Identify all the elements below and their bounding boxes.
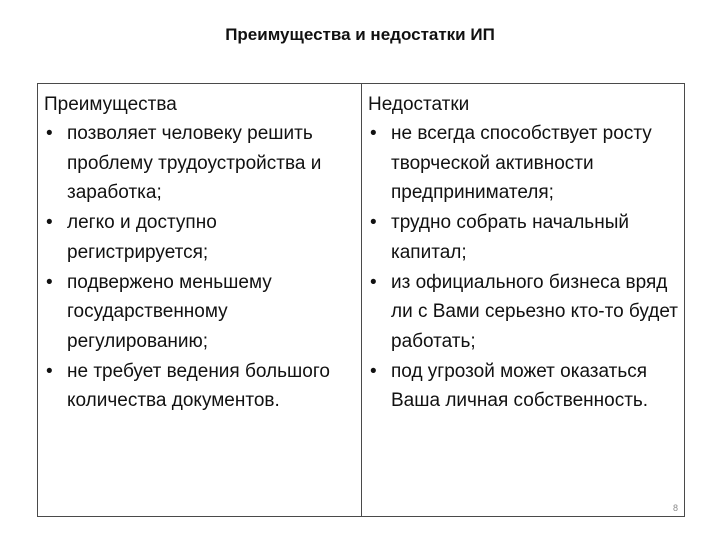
advantages-column [38, 84, 362, 516]
disadvantages-heading: Недостатки [368, 94, 470, 115]
page-number: 8 [672, 503, 678, 513]
disadvantage-item: • не всегда способствует росту творческой активности предпринимателя; [368, 119, 678, 208]
comparison-table [37, 83, 685, 517]
disadvantage-item: • трудно собрать начальный капитал; [368, 208, 678, 267]
slide-title: Преимущества и недостатки ИП [225, 25, 495, 44]
advantages-list [44, 119, 353, 416]
advantage-item: • подвержено меньшему государственному регулированию; [44, 268, 353, 357]
disadvantage-item: • под угрозой может оказаться Ваша личная собственность. [368, 357, 678, 416]
disadvantages-list [368, 119, 678, 416]
disadvantage-item: • из официального бизнеса вряд ли с Вами серьезно кто-то будет работать; [368, 268, 678, 357]
advantage-item: • позволяет человеку решить проблему трудоустройства и заработка; [44, 119, 353, 208]
advantage-item: • легко и доступно регистрируется; [44, 208, 353, 267]
advantage-item: • не требует ведения большого количества документов. [44, 357, 353, 416]
advantages-heading: Преимущества [44, 94, 177, 115]
disadvantages-column [362, 84, 684, 516]
